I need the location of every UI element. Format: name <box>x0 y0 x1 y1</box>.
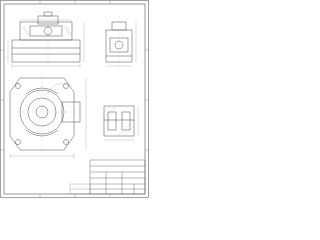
drawing-sheet <box>0 0 149 198</box>
